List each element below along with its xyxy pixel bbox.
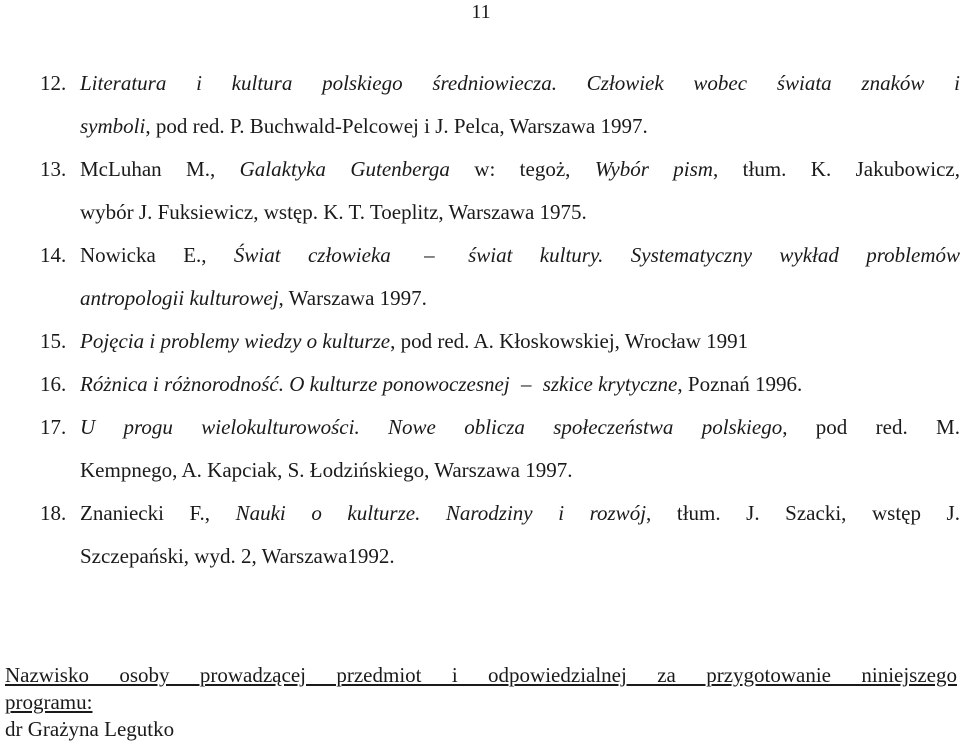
entry-details: wybór J. Fuksiewicz, wstęp. K. T. Toeplitz, Warszawa 1975. [80, 200, 587, 224]
entry-title: Galaktyka Gutenberga [239, 157, 450, 181]
entry-title: świat kultury. Systematyczny wykład problemów [468, 243, 960, 267]
bibliography-entry-12 [40, 62, 960, 148]
entry-line [80, 449, 960, 492]
instructor-label: Nazwisko osoby prowadzącej przedmiot i odpowiedzialnej za przygotowanie niniejszego [5, 663, 957, 687]
entry-line [80, 148, 960, 191]
entry-author: Nowicka E., [80, 243, 234, 267]
entry-title: Świat człowieka [233, 243, 391, 267]
entry-number: 16. [40, 372, 67, 396]
entry-title: szkice krytyczne [542, 372, 678, 396]
entry-details: Szczepański, wyd. 2, Warszawa1992. [80, 544, 395, 568]
bibliography-entry-16 [40, 363, 960, 406]
entry-details: , pod red. M. [782, 415, 960, 439]
instructor-label-continued: programu: [5, 690, 93, 714]
bibliography-list [40, 62, 960, 578]
entry-details: , pod red. A. Kłoskowskiej, Wrocław 1991 [390, 329, 749, 353]
entry-line [80, 535, 960, 578]
entry-details: , Warszawa 1997. [278, 286, 427, 310]
entry-details: , tłum. K. Jakubowicz, [712, 157, 960, 181]
entry-number: 14. [40, 243, 67, 267]
page-number: 11 [471, 1, 491, 23]
entry-title: Literatura i kultura polskiego średniowiecza. Człowiek wobec świata znaków i [80, 71, 960, 95]
entry-author: McLuhan M., [80, 157, 240, 181]
bibliography-entry-18 [40, 492, 960, 578]
entry-title: Wybór pism [594, 157, 713, 181]
bibliography-entry-15 [40, 320, 960, 363]
entry-title: U progu wielokulturowości. Nowe oblicza społeczeństwa polskiego [80, 415, 783, 439]
entry-line [80, 62, 960, 105]
bibliography-entry-14 [40, 234, 960, 320]
entry-dash: – [424, 243, 435, 267]
entry-title: Nauki o kulturze. Narodziny i rozwój [235, 501, 647, 525]
entry-title: Pojęcia i problemy wiedzy o kulturze [80, 329, 391, 353]
entry-number: 15. [40, 329, 67, 353]
entry-details: , pod red. P. Buchwald-Pelcowej i J. Pelca, Warszawa 1997. [145, 114, 648, 138]
entry-title: Różnica i różnorodność. O kulturze ponowoczesnej [80, 372, 510, 396]
entry-line [80, 406, 960, 449]
entry-author: Znaniecki F., [80, 501, 236, 525]
entry-line [80, 363, 960, 406]
entry-details: Kempnego, A. Kapciak, S. Łodzińskiego, Warszawa 1997. [80, 458, 573, 482]
entry-line [80, 105, 960, 148]
bibliography-entry-17 [40, 406, 960, 492]
entry-number: 12. [40, 71, 67, 95]
entry-title: antropologii kulturowej [80, 286, 279, 310]
entry-details: , tłum. J. Szacki, wstęp J. [646, 501, 960, 525]
bibliography-entry-13 [40, 148, 960, 234]
entry-details: w: tegoż, [449, 157, 595, 181]
entry-line [80, 191, 960, 234]
entry-dash: – [520, 372, 532, 396]
entry-line [80, 234, 960, 277]
entry-details: , Poznań 1996. [677, 372, 803, 396]
entry-number: 18. [40, 501, 67, 525]
entry-title: symboli [80, 114, 146, 138]
entry-line [80, 492, 960, 535]
instructor-name: dr Grażyna Legutko [5, 717, 175, 741]
entry-number: 17. [40, 415, 67, 439]
entry-line [80, 277, 960, 320]
instructor-section [5, 662, 957, 743]
entry-number: 13. [40, 157, 67, 181]
entry-line [80, 320, 960, 363]
